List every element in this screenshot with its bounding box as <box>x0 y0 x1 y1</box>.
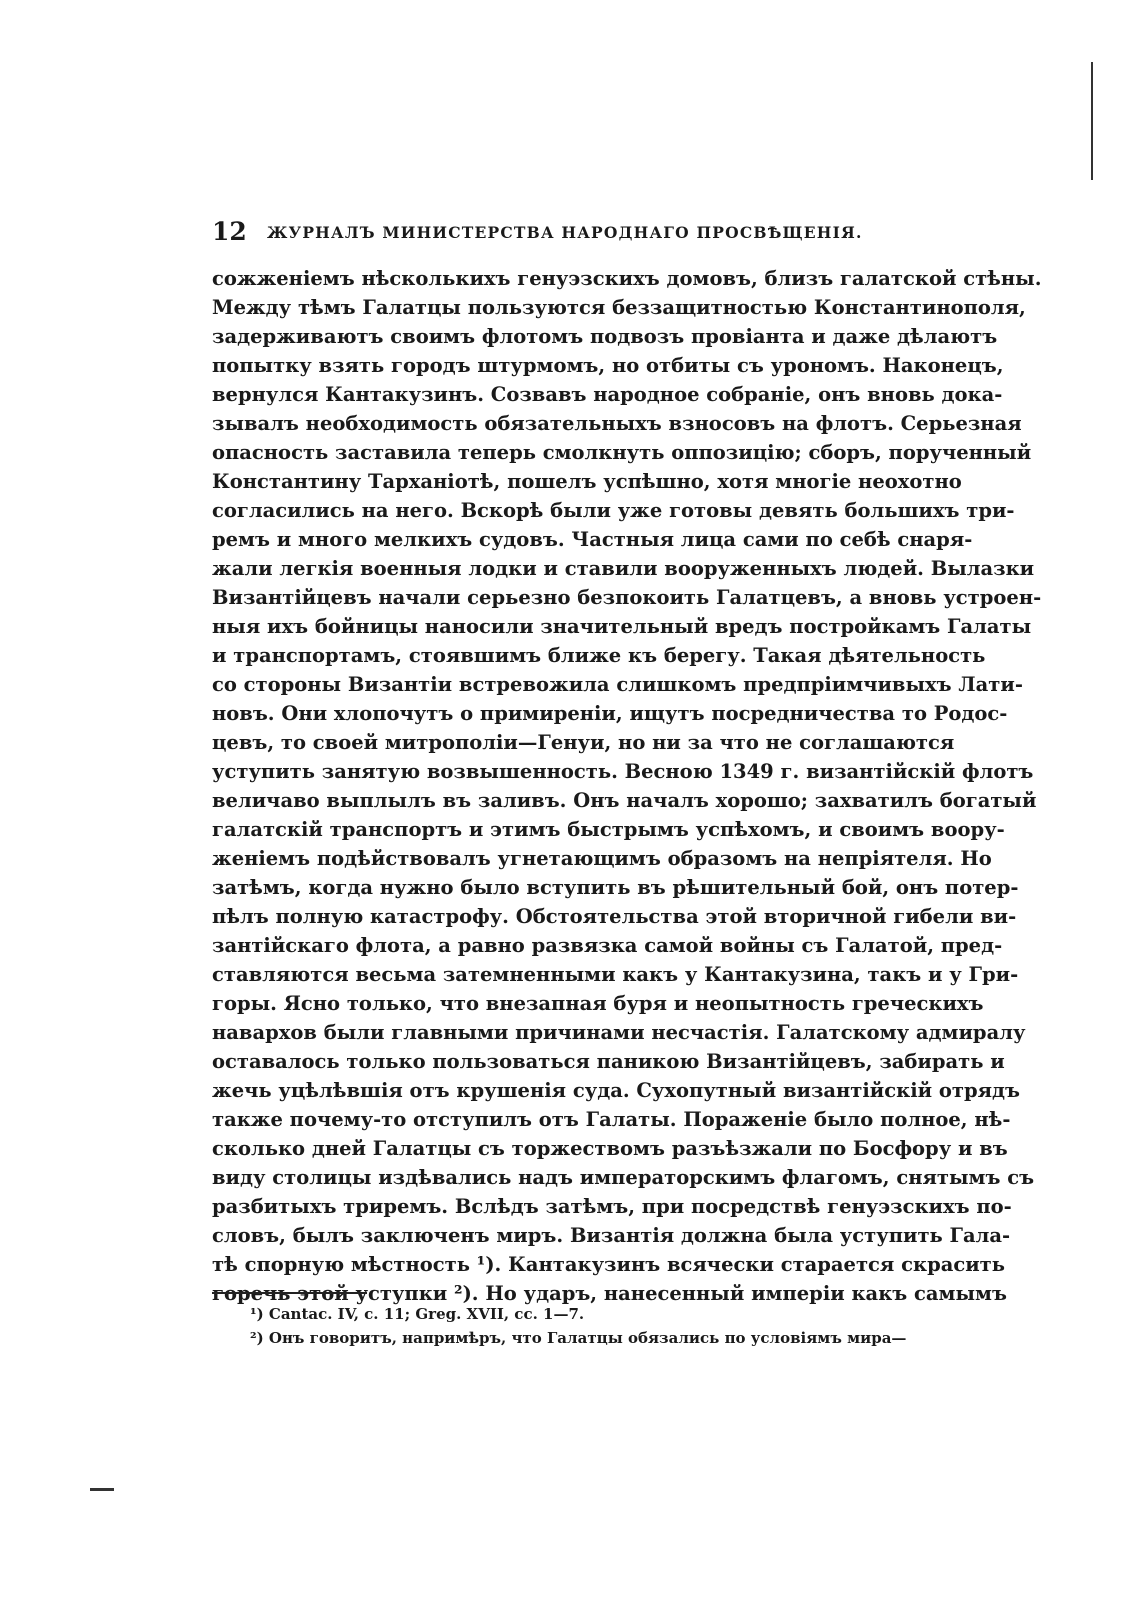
footnote-1: ¹) Cantac. IV, c. 11; Greg. XVII, cc. 1—7. <box>250 1305 585 1323</box>
text-line: пѣлъ полную катастрофу. Обстоятельства этой вторичной гибели ви- <box>212 905 1017 928</box>
text-line: ставляются весьма затемненными какъ у Кантакузина, такъ и у Гри- <box>212 963 1019 986</box>
text-line: ремъ и много мелкихъ судовъ. Частныя лица сами по себѣ снаря- <box>212 528 973 551</box>
text-line: также почему-то отступилъ отъ Галаты. Пораженіе было полное, нѣ- <box>212 1108 1011 1131</box>
text-line: новъ. Они хлопочутъ о примиреніи, ищутъ посредничества то Родос- <box>212 702 1008 725</box>
text-line: навархов были главными причинами несчастія. Галатскому адмиралу <box>212 1021 1026 1044</box>
scan-edge-mark <box>1091 62 1093 180</box>
text-line: Византійцевъ начали серьезно безпокоить Галатцевъ, а вновь устроен- <box>212 586 1042 609</box>
text-line: оставалось только пользоваться паникою Византійцевъ, забирать и <box>212 1050 1005 1073</box>
footnote-divider <box>212 1292 367 1294</box>
text-line: зантійскаго флота, а равно развязка самой войны съ Галатой, пред- <box>212 934 1003 957</box>
text-line: горечь этой уступки ²). Но ударъ, нанесенный имперіи какъ самымъ <box>212 1282 1007 1305</box>
text-line: затѣмъ, когда нужно было вступить въ рѣшительный бой, онъ потер- <box>212 876 1019 899</box>
text-line: Между тѣмъ Галатцы пользуются беззащитностью Константинополя, <box>212 296 1026 319</box>
text-line: величаво выплылъ въ заливъ. Онъ началъ хорошо; захватилъ богатый <box>212 789 1037 812</box>
text-line: со стороны Византіи встревожила слишкомъ предпріимчивыхъ Лати- <box>212 673 1023 696</box>
text-line: попытку взять городъ штурмомъ, но отбиты съ урономъ. Наконецъ, <box>212 354 1004 377</box>
footnotes <box>250 1302 933 1350</box>
text-line: задерживаютъ своимъ флотомъ подвозъ провіанта и даже дѣлаютъ <box>212 325 998 348</box>
text-line: словъ, былъ заключенъ миръ. Византія должна была уступить Гала- <box>212 1224 1011 1247</box>
text-line: галатскій транспортъ и этимъ быстрымъ успѣхомъ, и своимъ воору- <box>212 818 1005 841</box>
journal-title: ЖУРНАЛЪ МИНИСТЕРСТВА НАРОДНАГО ПРОСВѢЩЕНІЯ. <box>267 223 863 242</box>
text-line: сожженіемъ нѣсколькихъ генуэзскихъ домовъ, близъ галатской стѣны. <box>212 267 1042 290</box>
text-line: и транспортамъ, стоявшимъ ближе къ берегу. Такая дѣятельность <box>212 644 986 667</box>
body-text <box>212 264 1042 1308</box>
page-number: 12 <box>212 217 247 246</box>
text-line: вернулся Кантакузинъ. Созвавъ народное собраніе, онъ вновь дока- <box>212 383 1003 406</box>
text-line: горы. Ясно только, что внезапная буря и неопытность греческихъ <box>212 992 984 1015</box>
text-line: тѣ спорную мѣстность ¹). Кантакузинъ всячески старается скрасить <box>212 1253 1005 1276</box>
text-line: жечь уцѣлѣвшія отъ крушенія суда. Сухопутный византійскій отрядъ <box>212 1079 1020 1102</box>
text-line: зывалъ необходимость обязательныхъ взносовъ на флотъ. Серьезная <box>212 412 1022 435</box>
scan-dash-mark <box>90 1488 114 1491</box>
text-line: Константину Тарханіотѣ, пошелъ успѣшно, хотя многіе неохотно <box>212 470 962 493</box>
text-line: разбитыхъ триремъ. Вслѣдъ затѣмъ, при посредствѣ генуэзскихъ по- <box>212 1195 1012 1218</box>
text-line: согласились на него. Вскорѣ были уже готовы девять большихъ три- <box>212 499 1015 522</box>
text-line: опасность заставила теперь смолкнуть оппозицію; сборъ, порученный <box>212 441 1032 464</box>
text-line: сколько дней Галатцы съ торжествомъ разъѣзжали по Босфору и въ <box>212 1137 1008 1160</box>
text-line: ныя ихъ бойницы наносили значительный вредъ постройкамъ Галаты <box>212 615 1032 638</box>
text-line: женіемъ подѣйствовалъ угнетающимъ образомъ на непріятеля. Но <box>212 847 992 870</box>
running-head <box>212 216 932 248</box>
text-line: жали легкія военныя лодки и ставили вооруженныхъ людей. Вылазки <box>212 557 1035 580</box>
text-line: уступить занятую возвышенность. Весною 1349 г. византійскій флотъ <box>212 760 1034 783</box>
footnote-2: ²) Онъ говоритъ, напримѣръ, что Галатцы обязались по условіямъ мира— <box>250 1329 907 1347</box>
text-line: цевъ, то своей митрополіи—Генуи, но ни за что не соглашаются <box>212 731 955 754</box>
text-line: виду столицы издѣвались надъ императорскимъ флагомъ, снятымъ съ <box>212 1166 1035 1189</box>
